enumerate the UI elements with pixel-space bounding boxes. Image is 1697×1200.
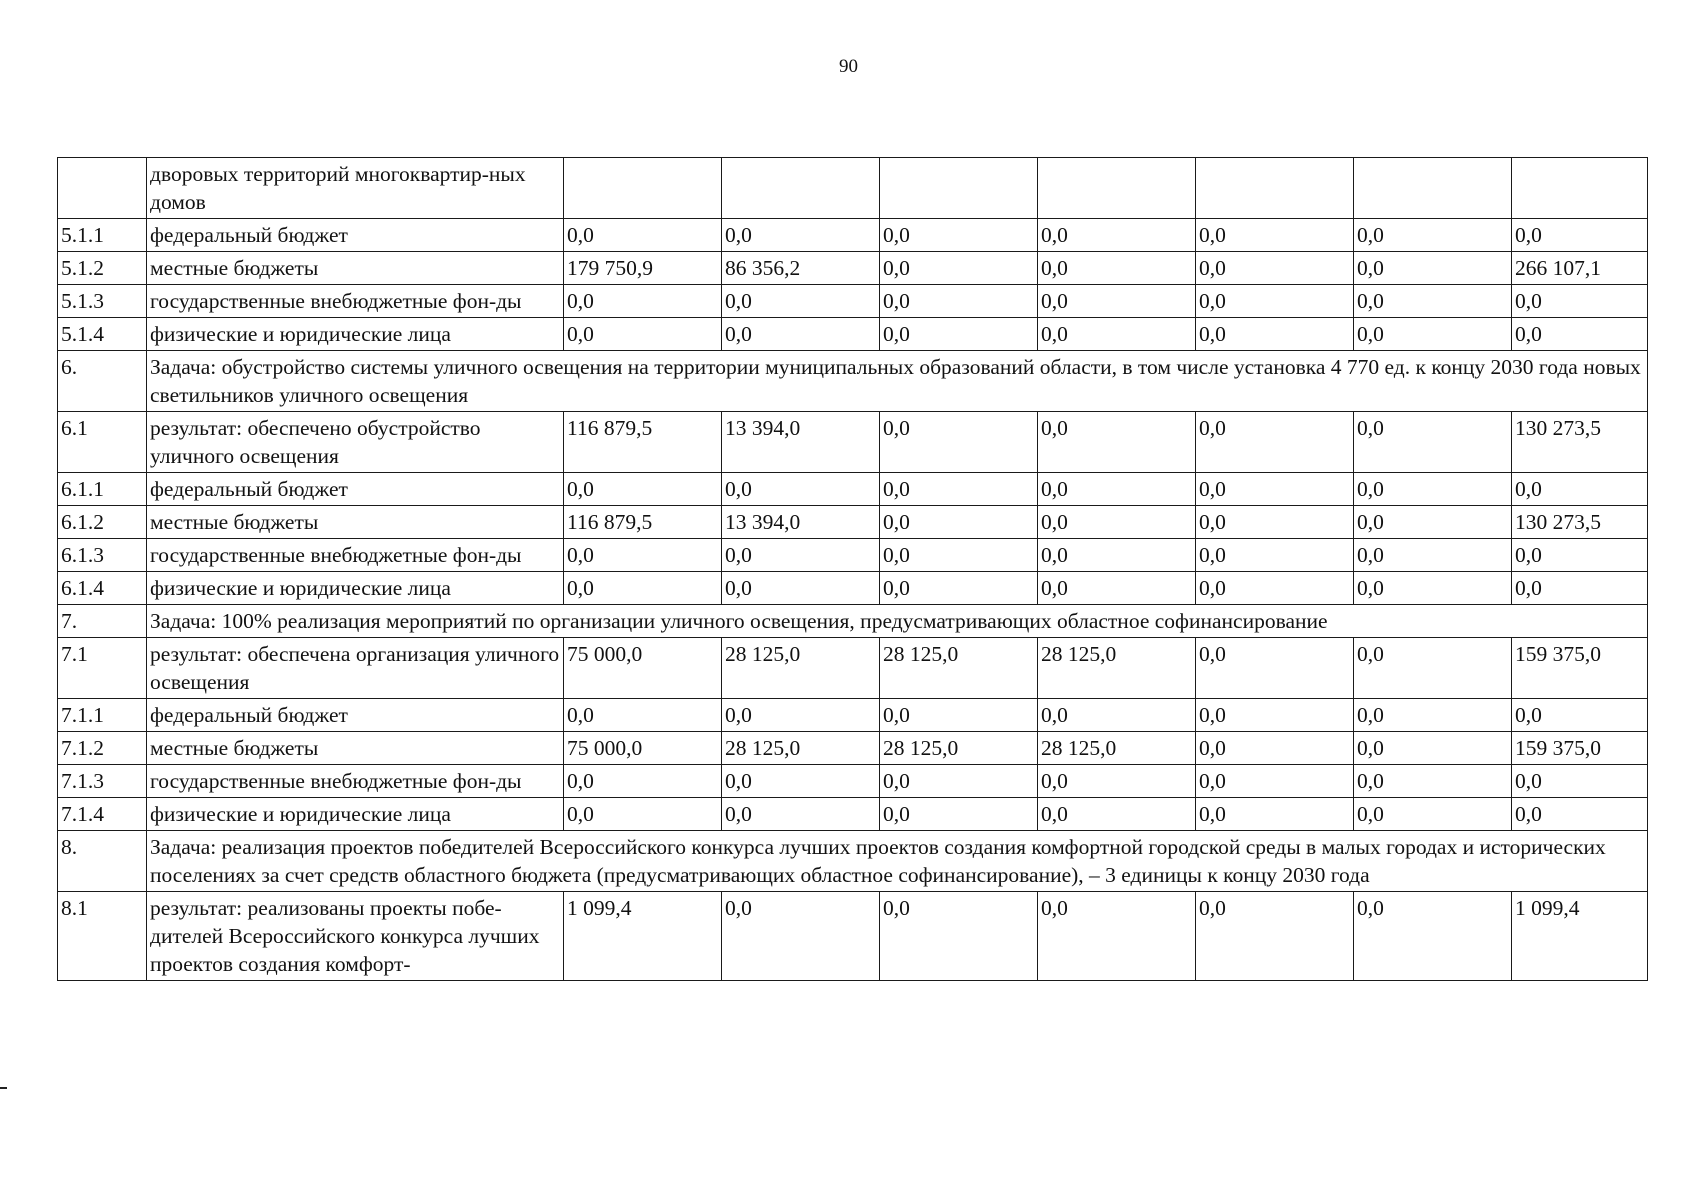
value-cell: 0,0	[880, 473, 1038, 506]
row-name: местные бюджеты	[147, 732, 564, 765]
value-cell: 0,0	[1038, 765, 1196, 798]
value-cell: 0,0	[722, 699, 880, 732]
row-number: 6.1.1	[58, 473, 147, 506]
row-name: дворовых территорий многоквартир-ных домов	[147, 158, 564, 219]
task-description: Задача: обустройство системы уличного освещения на территории муниципальных образований области, в том числе установка 4 770 ед. к концу 2030 года новых светильников уличного освещения	[147, 351, 1648, 412]
row-number: 8.	[58, 831, 147, 892]
margin-mark	[0, 1087, 7, 1089]
row-name: физические и юридические лица	[147, 572, 564, 605]
value-cell: 0,0	[1038, 219, 1196, 252]
value-cell: 0,0	[722, 892, 880, 981]
value-cell: 0,0	[1196, 285, 1354, 318]
value-cell: 0,0	[1038, 572, 1196, 605]
value-cell: 0,0	[880, 765, 1038, 798]
value-cell: 13 394,0	[722, 506, 880, 539]
row-number: 6.1.2	[58, 506, 147, 539]
table-row	[58, 285, 1648, 318]
value-cell: 0,0	[564, 798, 722, 831]
table-row	[58, 506, 1648, 539]
value-cell: 0,0	[880, 252, 1038, 285]
row-name: федеральный бюджет	[147, 473, 564, 506]
table-row	[58, 892, 1648, 981]
value-cell: 28 125,0	[1038, 732, 1196, 765]
value-cell: 28 125,0	[722, 638, 880, 699]
value-cell: 0,0	[1038, 699, 1196, 732]
row-number: 6.	[58, 351, 147, 412]
total-cell: 159 375,0	[1512, 638, 1648, 699]
value-cell	[880, 158, 1038, 219]
value-cell: 0,0	[1196, 699, 1354, 732]
value-cell: 0,0	[1038, 473, 1196, 506]
row-number: 6.1.4	[58, 572, 147, 605]
row-number: 5.1.3	[58, 285, 147, 318]
table-row	[58, 252, 1648, 285]
table-row	[58, 318, 1648, 351]
value-cell: 0,0	[1038, 506, 1196, 539]
total-cell: 0,0	[1512, 318, 1648, 351]
row-name: результат: реализованы проекты побе-дителей Всероссийского конкурса лучших проектов создания комфорт-	[147, 892, 564, 981]
value-cell: 0,0	[564, 765, 722, 798]
value-cell: 0,0	[564, 539, 722, 572]
value-cell: 0,0	[722, 765, 880, 798]
value-cell: 0,0	[880, 572, 1038, 605]
task-row	[58, 831, 1648, 892]
value-cell: 0,0	[1196, 798, 1354, 831]
budget-table	[57, 157, 1648, 981]
value-cell	[564, 158, 722, 219]
row-name: физические и юридические лица	[147, 318, 564, 351]
value-cell: 0,0	[564, 285, 722, 318]
row-number: 8.1	[58, 892, 147, 981]
value-cell: 0,0	[880, 412, 1038, 473]
value-cell: 0,0	[722, 539, 880, 572]
value-cell: 116 879,5	[564, 412, 722, 473]
value-cell: 0,0	[880, 219, 1038, 252]
value-cell: 0,0	[564, 473, 722, 506]
value-cell: 0,0	[564, 699, 722, 732]
row-number: 7.1.3	[58, 765, 147, 798]
value-cell: 28 125,0	[1038, 638, 1196, 699]
row-number: 7.	[58, 605, 147, 638]
value-cell: 0,0	[564, 219, 722, 252]
table-row	[58, 219, 1648, 252]
row-number	[58, 158, 147, 219]
value-cell: 0,0	[1354, 732, 1512, 765]
row-number: 6.1	[58, 412, 147, 473]
value-cell: 0,0	[1038, 539, 1196, 572]
table-row	[58, 572, 1648, 605]
value-cell: 116 879,5	[564, 506, 722, 539]
table-row	[58, 539, 1648, 572]
total-cell: 159 375,0	[1512, 732, 1648, 765]
total-cell: 0,0	[1512, 699, 1648, 732]
table-body	[58, 158, 1648, 981]
table-row	[58, 699, 1648, 732]
row-name: результат: обеспечено обустройство уличного освещения	[147, 412, 564, 473]
value-cell: 0,0	[1354, 473, 1512, 506]
total-cell: 0,0	[1512, 765, 1648, 798]
total-cell	[1512, 158, 1648, 219]
value-cell: 0,0	[1196, 638, 1354, 699]
row-number: 6.1.3	[58, 539, 147, 572]
value-cell: 0,0	[1196, 539, 1354, 572]
value-cell: 0,0	[1196, 219, 1354, 252]
task-row	[58, 605, 1648, 638]
table-row	[58, 638, 1648, 699]
row-name: местные бюджеты	[147, 506, 564, 539]
value-cell: 0,0	[1354, 219, 1512, 252]
task-description: Задача: реализация проектов победителей Всероссийского конкурса лучших проектов создания комфортной городской среды в малых городах и исторических поселениях за счет средств областного бюджета (предусматривающих областное софинансирование), – 3 единицы к концу 2030 года	[147, 831, 1648, 892]
table-row	[58, 412, 1648, 473]
total-cell: 0,0	[1512, 285, 1648, 318]
table-row	[58, 473, 1648, 506]
row-name: федеральный бюджет	[147, 219, 564, 252]
value-cell: 0,0	[722, 473, 880, 506]
value-cell: 0,0	[722, 219, 880, 252]
row-number: 5.1.2	[58, 252, 147, 285]
value-cell: 0,0	[1038, 252, 1196, 285]
value-cell: 0,0	[1038, 892, 1196, 981]
value-cell: 0,0	[1038, 798, 1196, 831]
total-cell: 0,0	[1512, 798, 1648, 831]
table-row	[58, 765, 1648, 798]
value-cell: 0,0	[880, 892, 1038, 981]
table-row	[58, 158, 1648, 219]
value-cell	[1354, 158, 1512, 219]
row-number: 5.1.1	[58, 219, 147, 252]
total-cell: 130 273,5	[1512, 506, 1648, 539]
value-cell: 0,0	[1354, 699, 1512, 732]
total-cell: 0,0	[1512, 219, 1648, 252]
total-cell: 130 273,5	[1512, 412, 1648, 473]
row-name: результат: обеспечена организация уличного освещения	[147, 638, 564, 699]
task-row	[58, 351, 1648, 412]
value-cell	[1038, 158, 1196, 219]
value-cell: 0,0	[1354, 638, 1512, 699]
value-cell: 0,0	[1196, 572, 1354, 605]
value-cell: 0,0	[1196, 506, 1354, 539]
value-cell: 0,0	[1038, 318, 1196, 351]
row-name: физические и юридические лица	[147, 798, 564, 831]
value-cell: 0,0	[1196, 892, 1354, 981]
total-cell: 266 107,1	[1512, 252, 1648, 285]
total-cell: 0,0	[1512, 572, 1648, 605]
page-number: 90	[839, 56, 858, 77]
value-cell: 0,0	[1354, 285, 1512, 318]
value-cell: 0,0	[1038, 285, 1196, 318]
value-cell: 75 000,0	[564, 732, 722, 765]
row-name: местные бюджеты	[147, 252, 564, 285]
value-cell: 0,0	[880, 285, 1038, 318]
row-number: 5.1.4	[58, 318, 147, 351]
value-cell: 179 750,9	[564, 252, 722, 285]
value-cell: 75 000,0	[564, 638, 722, 699]
value-cell: 0,0	[1196, 765, 1354, 798]
value-cell: 0,0	[880, 539, 1038, 572]
total-cell: 0,0	[1512, 539, 1648, 572]
task-description: Задача: 100% реализация мероприятий по организации уличного освещения, предусматривающих областное софинансирование	[147, 605, 1648, 638]
value-cell	[722, 158, 880, 219]
value-cell: 86 356,2	[722, 252, 880, 285]
table-row	[58, 798, 1648, 831]
row-number: 7.1.4	[58, 798, 147, 831]
value-cell: 0,0	[1354, 412, 1512, 473]
value-cell: 0,0	[722, 798, 880, 831]
table-row	[58, 732, 1648, 765]
row-number: 7.1	[58, 638, 147, 699]
value-cell: 0,0	[1196, 732, 1354, 765]
value-cell: 13 394,0	[722, 412, 880, 473]
row-name: государственные внебюджетные фон-ды	[147, 285, 564, 318]
value-cell: 0,0	[564, 318, 722, 351]
row-name: государственные внебюджетные фон-ды	[147, 765, 564, 798]
value-cell	[1196, 158, 1354, 219]
value-cell: 0,0	[1354, 252, 1512, 285]
value-cell: 0,0	[1196, 412, 1354, 473]
value-cell: 0,0	[880, 798, 1038, 831]
row-number: 7.1.2	[58, 732, 147, 765]
value-cell: 0,0	[880, 699, 1038, 732]
row-name: федеральный бюджет	[147, 699, 564, 732]
value-cell: 0,0	[1354, 892, 1512, 981]
value-cell: 0,0	[1196, 473, 1354, 506]
total-cell: 0,0	[1512, 473, 1648, 506]
value-cell: 0,0	[564, 572, 722, 605]
value-cell: 0,0	[880, 506, 1038, 539]
value-cell: 0,0	[1354, 318, 1512, 351]
value-cell: 0,0	[722, 285, 880, 318]
row-number: 7.1.1	[58, 699, 147, 732]
value-cell: 0,0	[1354, 798, 1512, 831]
value-cell: 0,0	[1354, 572, 1512, 605]
value-cell: 28 125,0	[880, 638, 1038, 699]
value-cell: 0,0	[1354, 765, 1512, 798]
value-cell: 28 125,0	[722, 732, 880, 765]
value-cell: 0,0	[1196, 252, 1354, 285]
value-cell: 0,0	[880, 318, 1038, 351]
value-cell: 0,0	[722, 572, 880, 605]
value-cell: 0,0	[1354, 539, 1512, 572]
total-cell: 1 099,4	[1512, 892, 1648, 981]
value-cell: 0,0	[722, 318, 880, 351]
value-cell: 0,0	[1038, 412, 1196, 473]
value-cell: 28 125,0	[880, 732, 1038, 765]
value-cell: 0,0	[1196, 318, 1354, 351]
row-name: государственные внебюджетные фон-ды	[147, 539, 564, 572]
value-cell: 1 099,4	[564, 892, 722, 981]
value-cell: 0,0	[1354, 506, 1512, 539]
